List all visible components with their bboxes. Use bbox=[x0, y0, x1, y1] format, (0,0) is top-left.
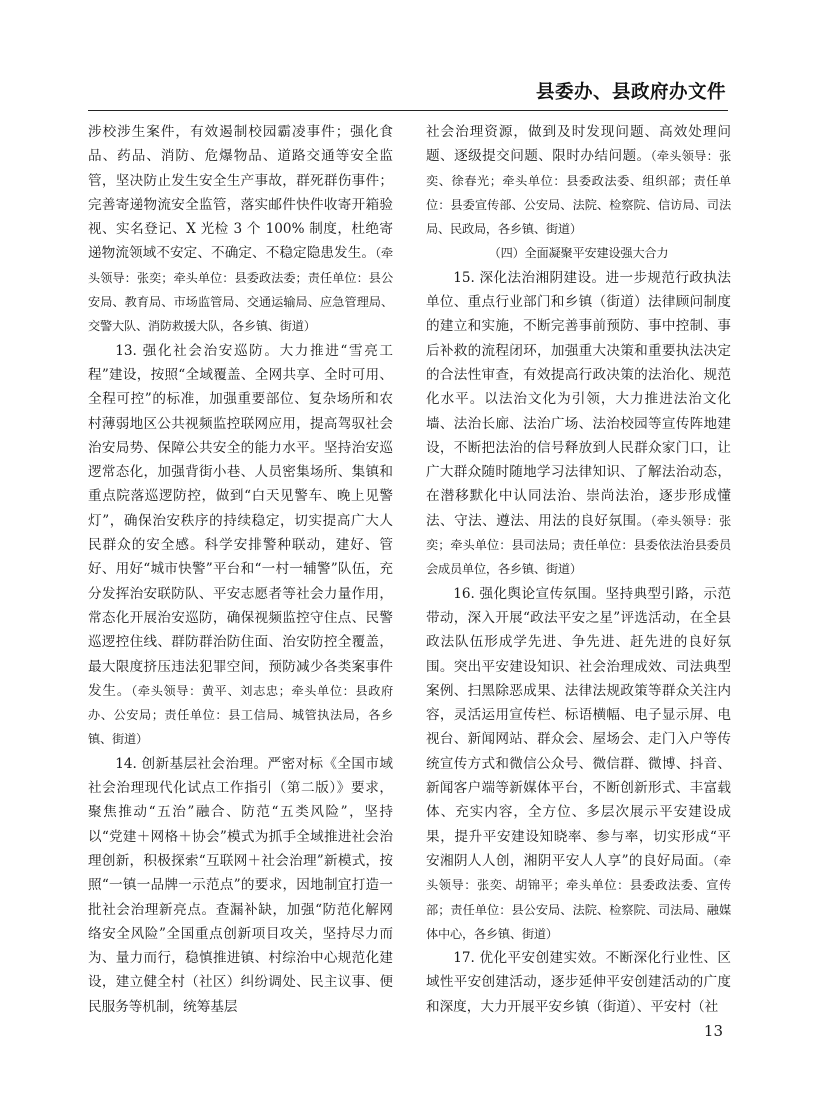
header-title: 县委办、县政府办文件 bbox=[535, 82, 726, 103]
paragraph bbox=[426, 266, 731, 582]
paragraph bbox=[426, 582, 731, 946]
section-heading bbox=[426, 241, 731, 265]
paragraph-text: 14. 创新基层社会治理。严密对标《全国市域社会治理现代化试点工作指引（第二版）》要求，聚焦推动“五治”融合、防范“五类风险”，坚持以“党建＋网格＋协会”模式为抓手全域推进社会治理创新，积极探索“互联网＋社会治理”新模式，按照“一镇一品牌一示范点”的要求，因地制宜打造一批社会治理新亮点。查漏补缺，加强“防范化解网络安全风险”全国重点创新项目攻关，坚持尽力而为、量力而行，稳慎推进镇、村综治中心规范化建设，建立健全村（社区）纠纷调处、民主议事、便民服务等机制，统筹基层 bbox=[88, 755, 393, 1015]
paragraph-text: 16. 强化舆论宣传氛围。坚持典型引路，示范带动，深入开展“政法平安之星”评选活动，在全县政法队伍形成学先进、争先进、赶先进的良好氛围。突出平安建设知识、社会治理成效、司法典型案例、扫黑除恶成果、法律法规政策等群众关注内容，灵活运用宣传栏、标语横幅、电子显示屏、电视台、新闻网站、群众会、屋场会、走门入户等传统宣传方式和微信公众号、微信群、微博、抖音、新闻客户端等新媒体平台，不断创新形式、丰富载体、充实内容，全方位、多层次展示平安建设成果，提升平安建设知晓率、参与率，切实形成“平安湘阴人人创，湘阴平安人人享”的良好局面。 bbox=[426, 585, 731, 869]
paragraph-text: 17. 优化平安创建实效。不断深化行业性、区域性平安创建活动，逐步延伸平安创建活动的广度和深度，大力开展平安乡镇（街道）、平安村（社 bbox=[426, 950, 731, 1015]
paragraph-text: 涉校涉生案件，有效遏制校园霸凌事件；强化食品、药品、消防、危爆物品、道路交通等安全监管，坚决防止发生安全生产事故，群死群伤事件；完善寄递物流安全监管，落实邮件快件收寄开箱验视、实名登记、X 光检 3 个 100% 制度，杜绝寄递物流领域不安定、不确定、不稳定隐患发生。 bbox=[88, 124, 393, 262]
responsibility-note: （牵头领导：张奕；牵头单位：县委政法委；责任单位：县公安局、教育局、市场监管局、交通运输局、应急管理局、交警大队、消防救援大队，各乡镇、街道） bbox=[88, 246, 394, 334]
responsibility-note: （牵头领导：黄平、刘志忠；牵头单位：县政府办、公安局；责任单位：县工信局、城管执法局，各乡镇、街道） bbox=[88, 683, 394, 747]
responsibility-note: （牵头领导：张奕、徐春光；牵头单位：县委政法委、组织部；责任单位：县委宣传部、公安局、法院、检察院、信访局、司法局、民政局，各乡镇、街道） bbox=[426, 149, 732, 237]
left-column bbox=[88, 120, 393, 1019]
paragraph-text: 15. 深化法治湘阴建设。进一步规范行政执法单位、重点行业部门和乡镇（街道）法律顾问制度的建立和实施，不断完善事前预防、事中控制、事后补救的流程闭环，加强重大决策和重要执法决定的合法性审查，有效提高行政决策的法治化、规范化水平。以法治文化为引领，大力推进法治文化墙、法治长廊、法治广场、法治校园等宣传阵地建设，不断把法治的信号释放到人民群众家门口，让广大群众随时随地学习法律知识、了解法治动态，在潜移默化中认同法治、崇尚法治，逐步形成懂法、守法、遵法、用法的良好氛围。 bbox=[426, 269, 731, 529]
header-divider bbox=[88, 110, 728, 111]
paragraph bbox=[426, 946, 731, 1019]
responsibility-note: （牵头领导：张奕；牵头单位：县司法局；责任单位：县委依法治县委员会成员单位，各乡镇、街道） bbox=[426, 513, 732, 577]
paragraph bbox=[88, 120, 393, 339]
paragraph-text: 13. 强化社会治安巡防。大力推进“雪亮工程”建设，按照“全域覆盖、全网共享、全时可用、全程可控”的标准，加强重要部位、复杂场所和农村薄弱地区公共视频监控联网应用，提高驾驭社会治安局势、保障公共安全的能力水平。坚持治安巡逻常态化，加强背街小巷、人员密集场所、集镇和重点院落巡逻防控，做到“白天见警车、晚上见警灯”，确保治安秩序的持续稳定，切实提高广大人民群众的安全感。科学安排警种联动，建好、管好、用好“城市快警”平台和“一村一辅警”队伍，充分发挥治安联防队、平安志愿者等社会力量作用，常态化开展治安巡防，确保视频监控守住点、民警巡逻控住线、群防群治防住面、治安防控全覆盖，最大限度挤压违法犯罪空间，预防减少各类案事件发生。 bbox=[88, 342, 393, 699]
paragraph bbox=[88, 752, 393, 1019]
paragraph bbox=[426, 120, 731, 241]
heading-text: （四）全面凝聚平安建设强大合力 bbox=[488, 246, 669, 261]
paragraph bbox=[88, 339, 393, 752]
right-column bbox=[426, 120, 731, 1019]
responsibility-note: （牵头领导：张奕、胡锦平；牵头单位：县委政法委、宣传部；责任单位：县公安局、法院、检察院、司法局、融媒体中心，各乡镇、街道） bbox=[426, 853, 732, 941]
page-number: 13 bbox=[703, 1022, 723, 1040]
paragraph-text: 社会治理资源，做到及时发现问题、高效处理问题、逐级提交问题、限时办结问题。 bbox=[426, 124, 731, 165]
